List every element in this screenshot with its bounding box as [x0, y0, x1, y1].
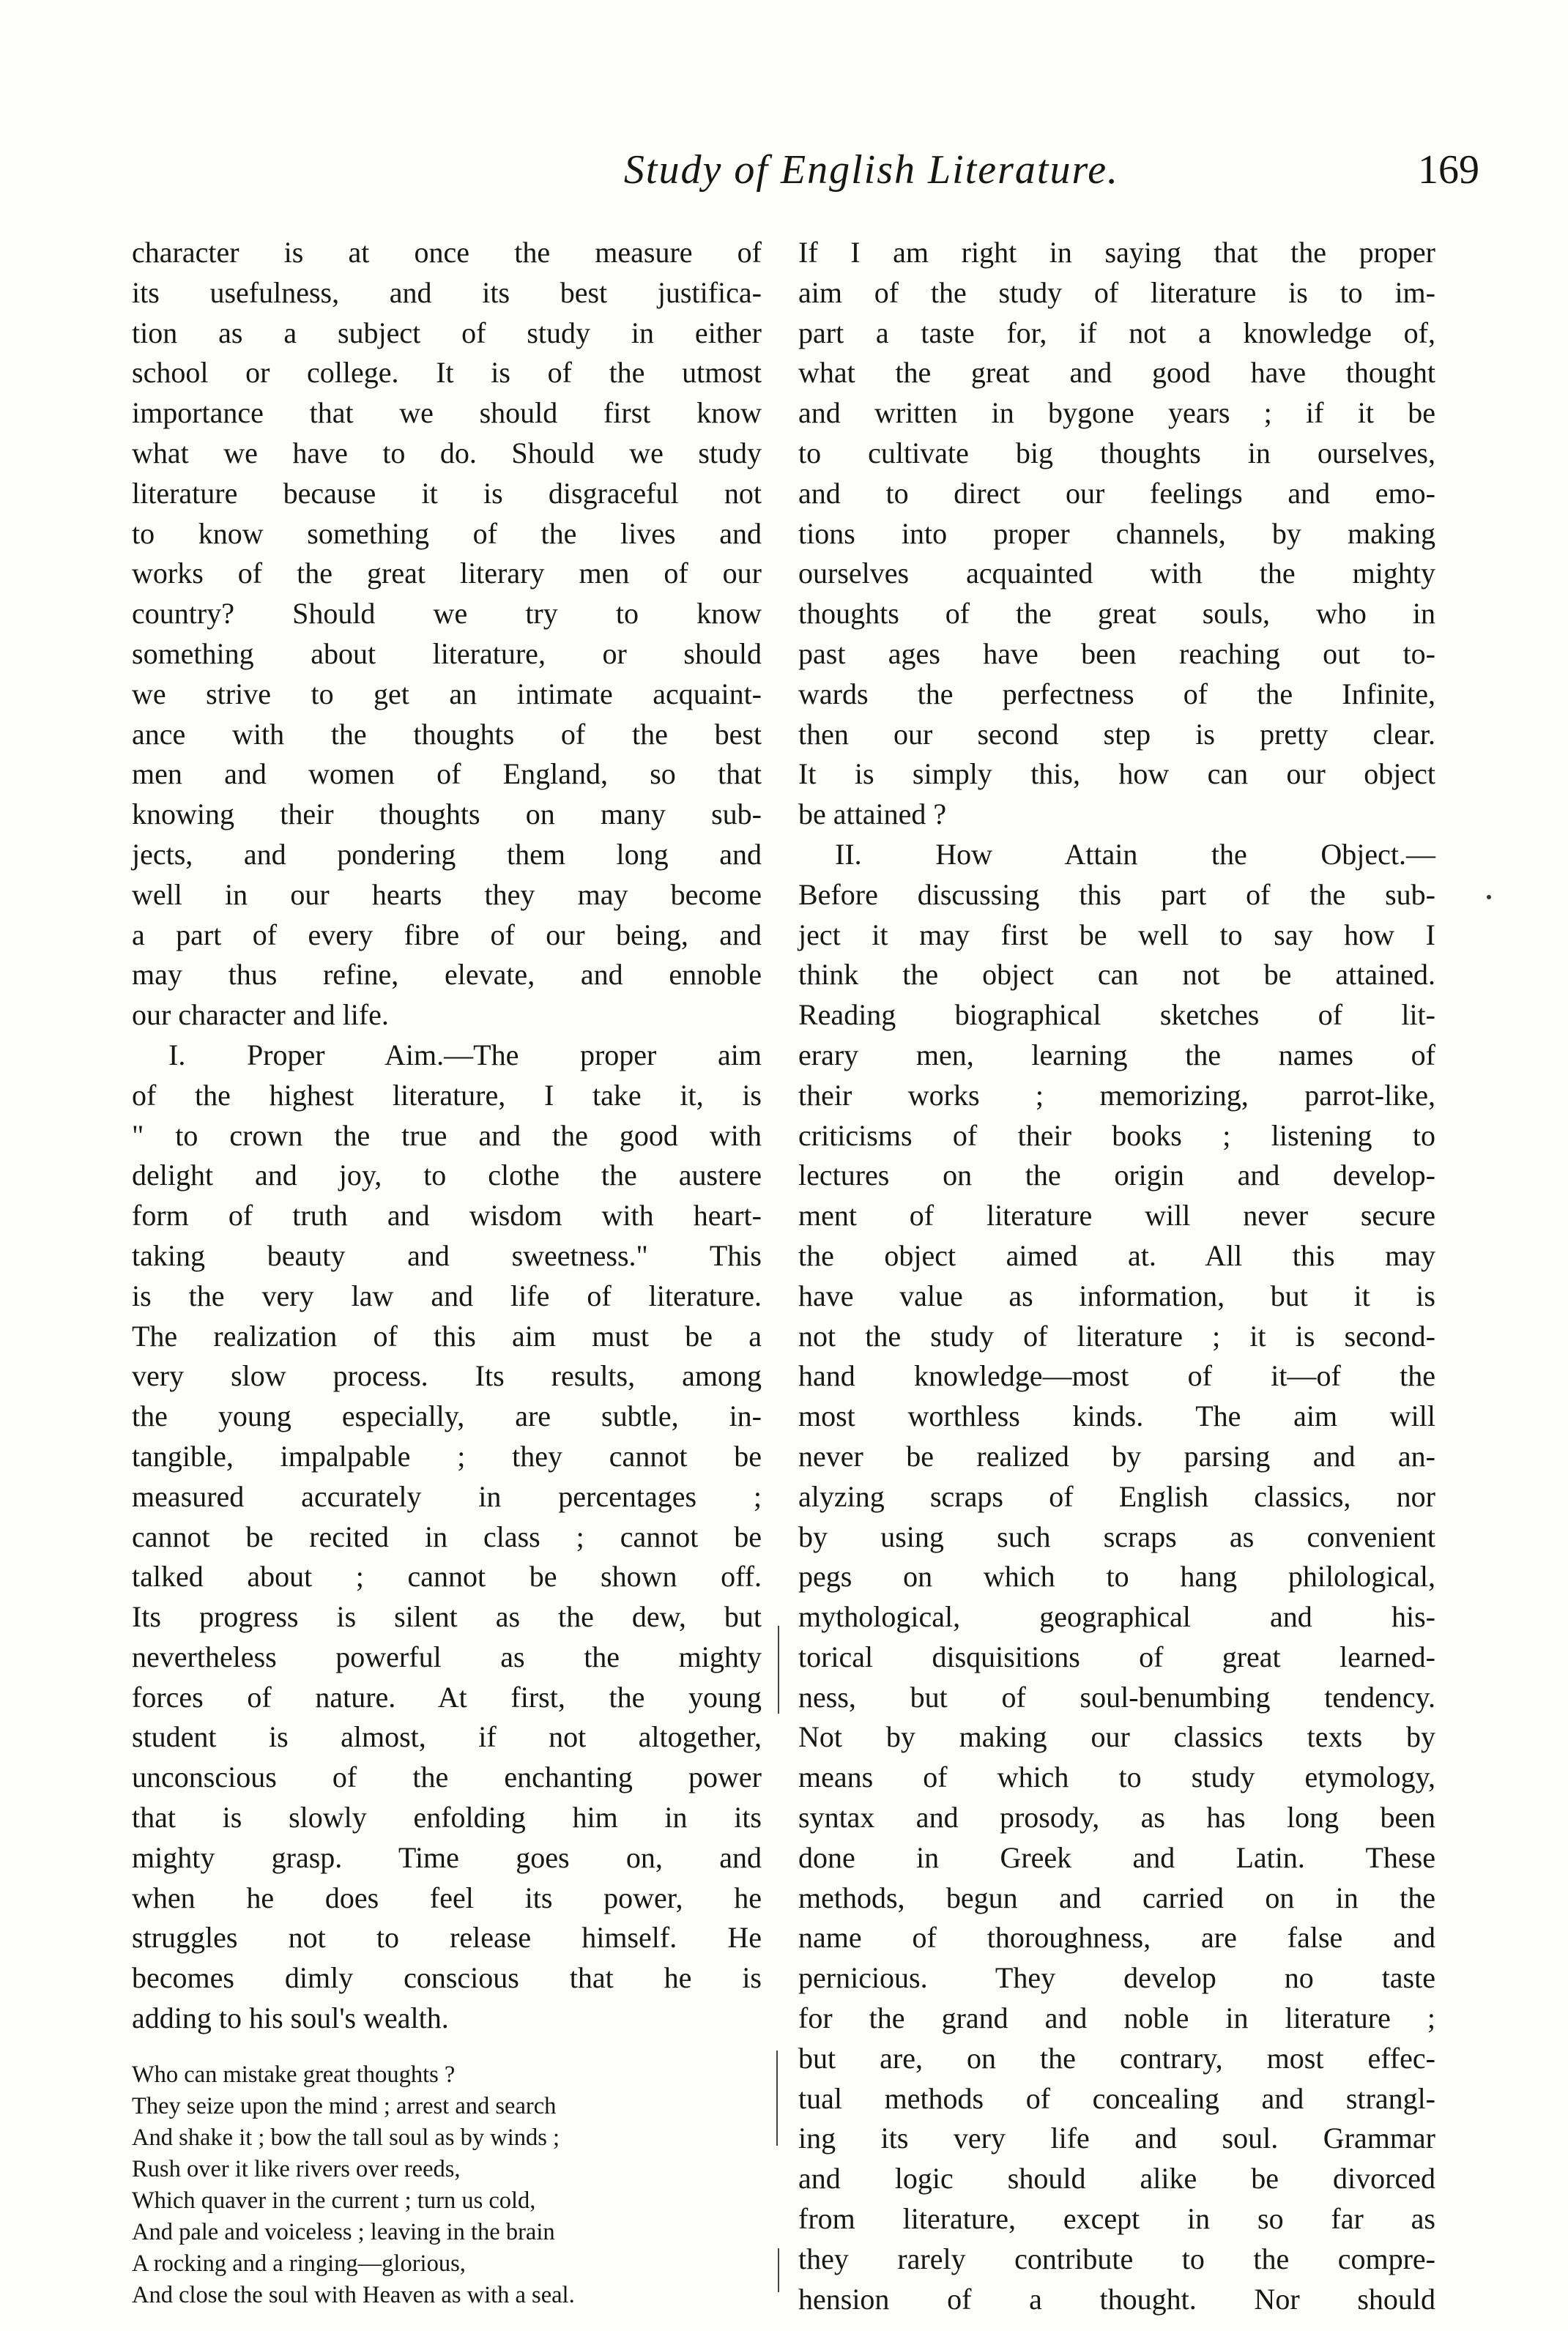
text-line: is the very law and life of literature.	[132, 1279, 762, 1312]
text-line: lectures on the origin and develop-	[798, 1159, 1435, 1192]
text-line: think the object can not be attained.	[798, 958, 1435, 992]
text-line: school or college. It is of the utmost	[132, 356, 762, 390]
text-line: done in Greek and Latin. These	[798, 1840, 1435, 1874]
text-line: tion as a subject of study in either	[132, 316, 762, 349]
text-line: syntax and prosody, as has long been	[798, 1801, 1435, 1834]
text-line: means of which to study etymology,	[798, 1761, 1435, 1794]
text-line: talked about ; cannot be shown off.	[132, 1560, 762, 1594]
text-line: pernicious. They develop no taste	[798, 1961, 1435, 1995]
text-line: may thus refine, elevate, and ennoble	[132, 958, 762, 992]
text-line: struggles not to release himself. He	[132, 1921, 762, 1955]
text-line: hand knowledge—most of it—of the	[798, 1359, 1435, 1393]
text-line: from literature, except in so far as	[798, 2202, 1435, 2236]
text-line: we strive to get an intimate acquaint-	[132, 677, 762, 710]
text-line: its usefulness, and its best justifica-	[132, 275, 762, 309]
text-line: for the grand and noble in literature ;	[798, 2001, 1435, 2035]
text-line: past ages have been reaching out to-	[798, 636, 1435, 670]
verse-line: And shake it ; bow the tall soul as by winds ;	[132, 2124, 560, 2151]
text-line: alyzing scraps of English classics, nor	[798, 1479, 1435, 1513]
text-line: character is at once the measure of	[132, 236, 762, 269]
text-line: becomes dimly conscious that he is	[132, 1961, 762, 1995]
text-line: jects, and pondering them long and	[132, 837, 762, 871]
text-line: form of truth and wisdom with heart-	[132, 1199, 762, 1233]
text-line: taking beauty and sweetness." This	[132, 1238, 762, 1272]
margin-speck	[1487, 895, 1491, 899]
text-line: and to direct our feelings and emo-	[798, 476, 1435, 510]
text-line: criticisms of their books ; listening to	[798, 1118, 1435, 1152]
text-line: adding to his soul's wealth.	[132, 2001, 449, 2035]
text-line: forces of nature. At first, the young	[132, 1680, 762, 1714]
gutter-mark	[778, 2248, 779, 2292]
text-line: and logic should alike be divorced	[798, 2162, 1435, 2196]
right-column-text	[798, 233, 1435, 2319]
text-line: importance that we should first know	[132, 396, 762, 430]
text-line: men and women of England, so that	[132, 757, 762, 791]
verse-line: A rocking and a ringing—glorious,	[132, 2250, 466, 2277]
text-line: and written in bygone years ; if it be	[798, 396, 1435, 430]
text-line: when he does feel its power, he	[132, 1881, 762, 1914]
text-line: by using such scraps as convenient	[798, 1520, 1435, 1553]
text-line: their works ; memorizing, parrot-like,	[798, 1078, 1435, 1112]
left-column-text	[132, 233, 762, 2039]
text-line: ject it may first be well to say how I	[798, 918, 1435, 951]
text-line: to know something of the lives and	[132, 516, 762, 550]
text-line: our character and life.	[132, 998, 389, 1032]
text-line: then our second step is pretty clear.	[798, 717, 1435, 751]
text-line: ment of literature will never secure	[798, 1199, 1435, 1233]
text-line: a part of every fibre of our being, and	[132, 918, 762, 951]
text-line: student is almost, if not altogether,	[132, 1720, 762, 1754]
text-line: something about literature, or should	[132, 636, 762, 670]
text-line: part a taste for, if not a knowledge of,	[798, 316, 1435, 349]
text-line: unconscious of the enchanting power	[132, 1761, 762, 1794]
verse-line: Rush over it like rivers over reeds,	[132, 2155, 461, 2182]
text-line: aim of the study of literature is to im-	[798, 275, 1435, 309]
text-line: It is simply this, how can our object	[798, 757, 1435, 791]
text-line: I. Proper Aim.—The proper aim	[168, 1038, 762, 1071]
text-line: very slow process. Its results, among	[132, 1359, 762, 1393]
text-line: but are, on the contrary, most effec-	[798, 2041, 1435, 2075]
text-line: ance with the thoughts of the best	[132, 717, 762, 751]
text-line: be attained ?	[798, 798, 947, 831]
text-line: pegs on which to hang philological,	[798, 1560, 1435, 1594]
text-line: they rarely contribute to the compre-	[798, 2242, 1435, 2275]
text-line: The realization of this aim must be a	[132, 1319, 762, 1353]
text-line: " to crown the true and the good with	[132, 1118, 762, 1152]
right-column	[798, 233, 1435, 2319]
verse-line: They seize upon the mind ; arrest and search	[132, 2092, 557, 2119]
verse-line: Who can mistake great thoughts ?	[132, 2061, 456, 2088]
verse-line: And close the soul with Heaven as with a seal.	[132, 2281, 575, 2308]
text-line: works of the great literary men of our	[132, 557, 762, 590]
text-line: ness, but of soul-benumbing tendency.	[798, 1680, 1435, 1714]
text-line: Before discussing this part of the sub-	[798, 877, 1435, 911]
text-line: not the study of literature ; it is second-	[798, 1319, 1435, 1353]
text-line: torical disquisitions of great learned-	[798, 1640, 1435, 1673]
text-line: never be realized by parsing and an-	[798, 1439, 1435, 1473]
text-line: of the highest literature, I take it, is	[132, 1078, 762, 1112]
text-line: methods, begun and carried on in the	[798, 1881, 1435, 1914]
text-line: tual methods of concealing and strangl-	[798, 2081, 1435, 2115]
text-line: hension of a thought. Nor should	[798, 2282, 1435, 2316]
text-line: cannot be recited in class ; cannot be	[132, 1520, 762, 1553]
verse-line: Which quaver in the current ; turn us cold,	[132, 2187, 536, 2214]
text-line: name of thoroughness, are false and	[798, 1921, 1435, 1955]
text-line: nevertheless powerful as the mighty	[132, 1640, 762, 1673]
text-line: most worthless kinds. The aim will	[798, 1399, 1435, 1433]
text-line: II. How Attain the Object.—	[835, 837, 1435, 871]
text-line: erary men, learning the names of	[798, 1038, 1435, 1071]
gutter-mark	[776, 2051, 778, 2146]
text-line: tangible, impalpable ; they cannot be	[132, 1439, 762, 1473]
text-line: the young especially, are subtle, in-	[132, 1399, 762, 1433]
text-line: wards the perfectness of the Infinite,	[798, 677, 1435, 710]
text-line: Not by making our classics texts by	[798, 1720, 1435, 1754]
text-line: ing its very life and soul. Grammar	[798, 2122, 1435, 2155]
text-line: well in our hearts they may become	[132, 877, 762, 911]
text-line: mythological, geographical and his-	[798, 1600, 1435, 1634]
text-line: Its progress is silent as the dew, but	[132, 1600, 762, 1634]
text-line: Reading biographical sketches of lit-	[798, 998, 1435, 1032]
text-line: If I am right in saying that the proper	[798, 236, 1435, 269]
gutter-mark	[778, 1626, 779, 1714]
verse-line: And pale and voiceless ; leaving in the brain	[132, 2218, 555, 2245]
text-line: measured accurately in percentages ;	[132, 1479, 762, 1513]
text-line: thoughts of the great souls, who in	[798, 597, 1435, 631]
text-line: literature because it is disgraceful not	[132, 476, 762, 510]
text-line: what we have to do. Should we study	[132, 436, 762, 469]
verse-quotation	[132, 2059, 762, 2311]
text-line: tions into proper channels, by making	[798, 516, 1435, 550]
text-line: country? Should we try to know	[132, 597, 762, 631]
text-line: delight and joy, to clothe the austere	[132, 1159, 762, 1192]
text-line: ourselves acquainted with the mighty	[798, 557, 1435, 590]
text-line: mighty grasp. Time goes on, and	[132, 1840, 762, 1874]
text-line: that is slowly enfolding him in its	[132, 1801, 762, 1834]
left-column	[132, 233, 762, 2311]
text-line: the object aimed at. All this may	[798, 1238, 1435, 1272]
text-line: knowing their thoughts on many sub-	[132, 798, 762, 831]
text-line: what the great and good have thought	[798, 356, 1435, 390]
page-number: 169	[1418, 147, 1479, 193]
text-line: have value as information, but it is	[798, 1279, 1435, 1312]
running-head-title: Study of English Literature.	[623, 147, 1120, 193]
text-line: to cultivate big thoughts in ourselves,	[798, 436, 1435, 469]
